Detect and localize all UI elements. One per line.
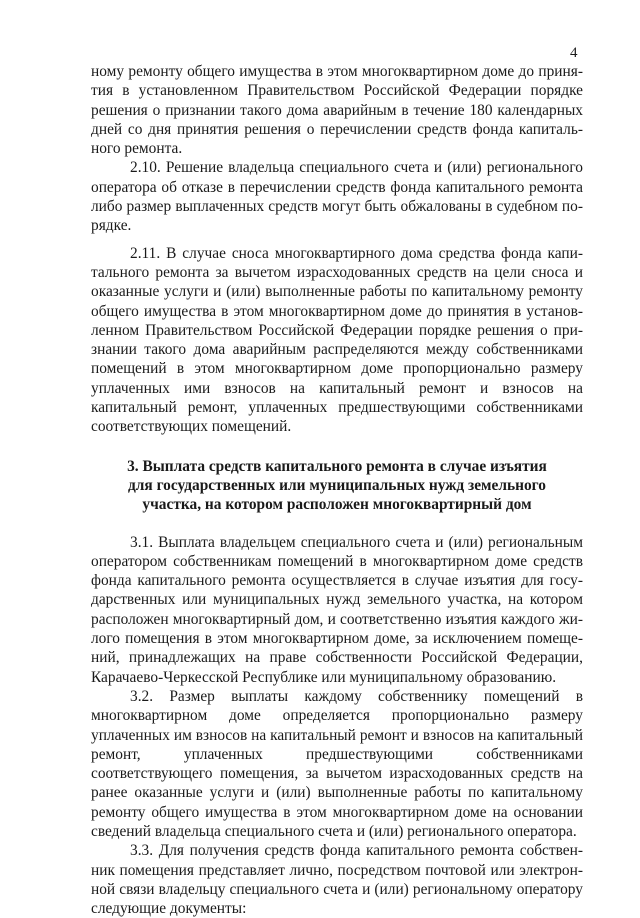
section-3-heading [91, 457, 583, 515]
paragraph-3-3: 3.3. Для получения средств фонда капитального ремонта собственник помещения представляет лично, посредством почтовой или электронной связи владельцу специального счета и (или) региональному оператору следующие документы: [91, 842, 583, 918]
document-body [91, 62, 583, 918]
paragraph-2-10: 2.10. Решение владельца специального счета и (или) регионального оператора об отказе в перечислении средств фонда капитального ремонта либо размер выплаченных средств могут быть обжалованы в судебном порядке. [91, 159, 583, 235]
paragraph-3-1: 3.1. Выплата владельцем специального счета и (или) региональным оператором собственникам помещений в многоквартирном доме средств фонда капитального ремонта осуществляется в случае изъятия для государственных или муниципальных нужд земельного участка, на котором расположен многоквартирный дом, и соответственно изъятия каждого жилого помещения в этом многоквартирном доме, за исключением помещений, принадлежащих на праве собственности Российской Федерации, Карачаево-Черкесской Республике или муниципальному образованию. [91, 533, 583, 686]
page-number: 4 [570, 45, 578, 61]
section-3-heading-line-1: 3. Выплата средств капитального ремонта в случае изъятия [127, 457, 547, 475]
paragraph-continuation: ному ремонту общего имущества в этом многоквартирном доме до принятия в установленном Правительством Российской Федерации порядке решения о признании такого дома аварийным в течение 180 календарных дней со дня принятия решения о перечислении средств фонда капитального ремонта. [91, 63, 583, 158]
paragraph-3-2: 3.2. Размер выплаты каждому собственнику помещений в многоквартирном доме определяется пропорционально размеру уплаченных им взносов на капитальный ремонт и взносов на капитальный ремонт, уплаченных предшествующими собственниками соответствующего помещения, за вычетом израсходованных средств на ранее оказанные услуги и (или) выполненные работы по капитальному ремонту общего имущества в этом многоквартирном доме на основании сведений владельца специального счета и (или) регионального оператора. [91, 687, 583, 840]
section-3-heading-line-3: участка, на котором расположен многоквартирный дом [142, 496, 532, 514]
paragraph-2-11: 2.11. В случае сноса многоквартирного дома средства фонда капитального ремонта за вычетом израсходованных средств на цели сноса и оказанные услуги и (или) выполненные работы по капитальному ремонту общего имущества в этом многоквартирном доме до принятия в установленном Правительством Российской Федерации порядке решения о признании такого дома аварийным распределяются между собственниками помещений в этом многоквартирном доме пропорционально размеру уплаченных ими взносов на капитальный ремонт и взносов на капитальный ремонт, уплаченных предшествующими собственниками соответствующих помещений. [91, 244, 583, 436]
section-3-heading-line-2: для государственных или муниципальных нужд земельного [127, 476, 546, 494]
